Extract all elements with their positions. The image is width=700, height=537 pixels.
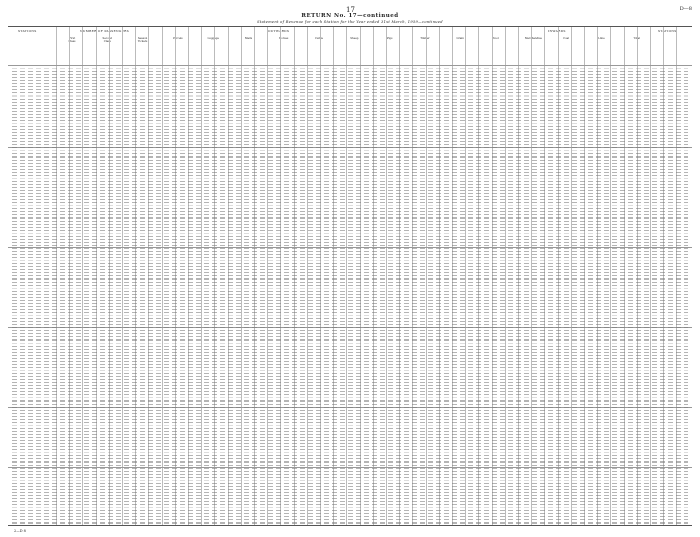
revenue-table [8,26,692,526]
table-row [12,190,688,191]
table-row [12,437,688,438]
table-row [12,510,688,511]
table-row [12,477,688,478]
table-row [12,123,688,124]
table-row [12,474,688,475]
column-header: Grain [456,37,464,40]
table-row [12,336,688,337]
table-row [12,184,688,185]
table-row [12,68,688,69]
table-row [12,385,688,386]
table-row [12,468,688,469]
table-row [12,285,688,286]
table-row [12,102,688,103]
table-row [12,303,688,304]
table-row [12,132,688,133]
table-row [12,391,688,392]
table-row [12,257,688,258]
table-row [12,86,688,87]
table-row [12,202,688,203]
table-row [12,321,688,322]
column-header: Wool [492,37,499,40]
table-row [12,172,688,173]
table-row [12,224,688,225]
table-row [12,181,688,182]
table-row [12,254,688,255]
table-row [12,324,688,325]
table-row [12,163,688,164]
table-row [12,217,688,218]
table-row [12,80,688,81]
table-row [12,208,688,209]
column-header: Sheep [350,37,359,40]
table-row [12,355,688,356]
table-row [12,376,688,377]
stations-right-header: STATIONS [658,29,677,33]
table-row [12,272,688,273]
table-row [12,379,688,380]
table-row [12,507,688,508]
table-row [12,413,688,414]
table-row [12,120,688,121]
table-row [12,513,688,514]
table-row [12,291,688,292]
table-row [12,111,688,112]
table-row [12,275,688,276]
section-rule [8,65,692,66]
table-row [12,458,688,459]
column-header: Horses [279,37,289,40]
table-row [12,89,688,90]
table-row [12,71,688,72]
table-row [12,251,688,252]
table-row [12,141,688,142]
table-header [8,27,692,66]
table-row [12,455,688,456]
table-row [12,239,688,240]
table-row [12,373,688,374]
table-row [12,135,688,136]
table-row [12,318,688,319]
table-row [12,269,688,270]
table-row [12,221,688,222]
page-title: RETURN No. 17—continued [301,13,399,19]
page-number: 17 [346,6,355,14]
table-row [12,333,688,334]
table-row [12,367,688,368]
table-row [12,160,688,161]
table-row [12,147,688,148]
table-row [12,397,688,398]
column-header: Mails [244,37,253,40]
table-row [12,95,688,96]
table-row [12,114,688,115]
table-row [12,465,688,466]
table-row [12,330,688,331]
table-row [12,522,688,523]
table-row [12,361,688,362]
table-row [12,358,688,359]
table-row [12,117,688,118]
table-row [12,169,688,170]
table-row [12,199,688,200]
column-header: Pigs [386,37,393,40]
table-row [12,461,688,462]
table-row [12,278,688,279]
table-row [12,260,688,261]
table-row [12,483,688,484]
table-row [12,138,688,139]
table-row [12,227,688,228]
table-row [12,346,688,347]
table-row [12,394,688,395]
table-row [12,516,688,517]
table-row [12,196,688,197]
table-row [12,233,688,234]
table-row [12,236,688,237]
table-row [12,300,688,301]
table-row [12,489,688,490]
table-row [12,486,688,487]
table-row [12,214,688,215]
table-row [12,266,688,267]
table-row [12,245,688,246]
table-row [12,263,688,264]
table-row [12,242,688,243]
table-row [12,382,688,383]
table-row [12,83,688,84]
table-row [12,431,688,432]
table-row [12,126,688,127]
table-row [12,452,688,453]
table-row [12,312,688,313]
table-row [12,248,688,249]
table-row [12,129,688,130]
table-row [12,343,688,344]
page-code: D—8 [679,6,692,12]
column-header: Coal [563,37,570,40]
table-row [12,309,688,310]
table-row [12,428,688,429]
table-row [12,407,688,408]
column-header: Second Class [102,37,113,43]
outwards-group-header: OUTWARDS [268,29,290,33]
table-row [12,410,688,411]
table-row [12,492,688,493]
passengers-group-header: NUMBER OF PASSENGERS [80,29,130,33]
stations-header: STATIONS [18,29,37,33]
table-row [12,294,688,295]
table-row [12,419,688,420]
table-row [12,434,688,435]
table-row [12,99,688,100]
table-row [12,498,688,499]
table-row [12,404,688,405]
table-row [12,425,688,426]
table-row [12,471,688,472]
table-row [12,449,688,450]
column-header: Season Tickets [137,37,148,43]
table-row [12,440,688,441]
table-row [12,166,688,167]
column-header: Cattle [315,37,324,40]
table-row [12,178,688,179]
column-header: Lime [598,37,605,40]
table-row [12,105,688,106]
column-header: First Class [68,37,76,43]
table-row [12,388,688,389]
table-row [12,352,688,353]
table-row [12,211,688,212]
column-header: Total [633,37,640,40]
table-row [12,504,688,505]
table-row [12,315,688,316]
table-row [12,416,688,417]
table-row [12,443,688,444]
table-row [12,282,688,283]
page-subtitle: Statement of Revenue for each Station for the Year ended 31st March, 1959—continued [257,20,443,24]
column-header: Timber [420,37,430,40]
table-row [12,364,688,365]
table-row [12,144,688,145]
table-row [12,501,688,502]
table-row [12,495,688,496]
table-row [12,400,688,401]
table-row [12,150,688,151]
table-row [12,297,688,298]
table-row [12,288,688,289]
table-row [12,370,688,371]
table-row [12,422,688,423]
column-header: Merchandise [524,37,542,40]
table-row [12,77,688,78]
table-row [12,193,688,194]
table-row [12,480,688,481]
table-row [12,92,688,93]
column-header: Luggage [207,37,219,40]
table-row [12,306,688,307]
footer-note: 2—D 8 [14,529,26,533]
table-row [12,349,688,350]
table-row [12,175,688,176]
table-row [12,230,688,231]
table-row [12,339,688,340]
table-row [12,205,688,206]
table-row [12,153,688,154]
table-row [12,108,688,109]
table-row [12,446,688,447]
table-row [12,519,688,520]
inwards-group-header: INWARDS [548,29,566,33]
table-row [12,187,688,188]
column-header: Parcels [173,37,183,40]
table-row [12,327,688,328]
table-row [12,74,688,75]
table-row [12,156,688,157]
